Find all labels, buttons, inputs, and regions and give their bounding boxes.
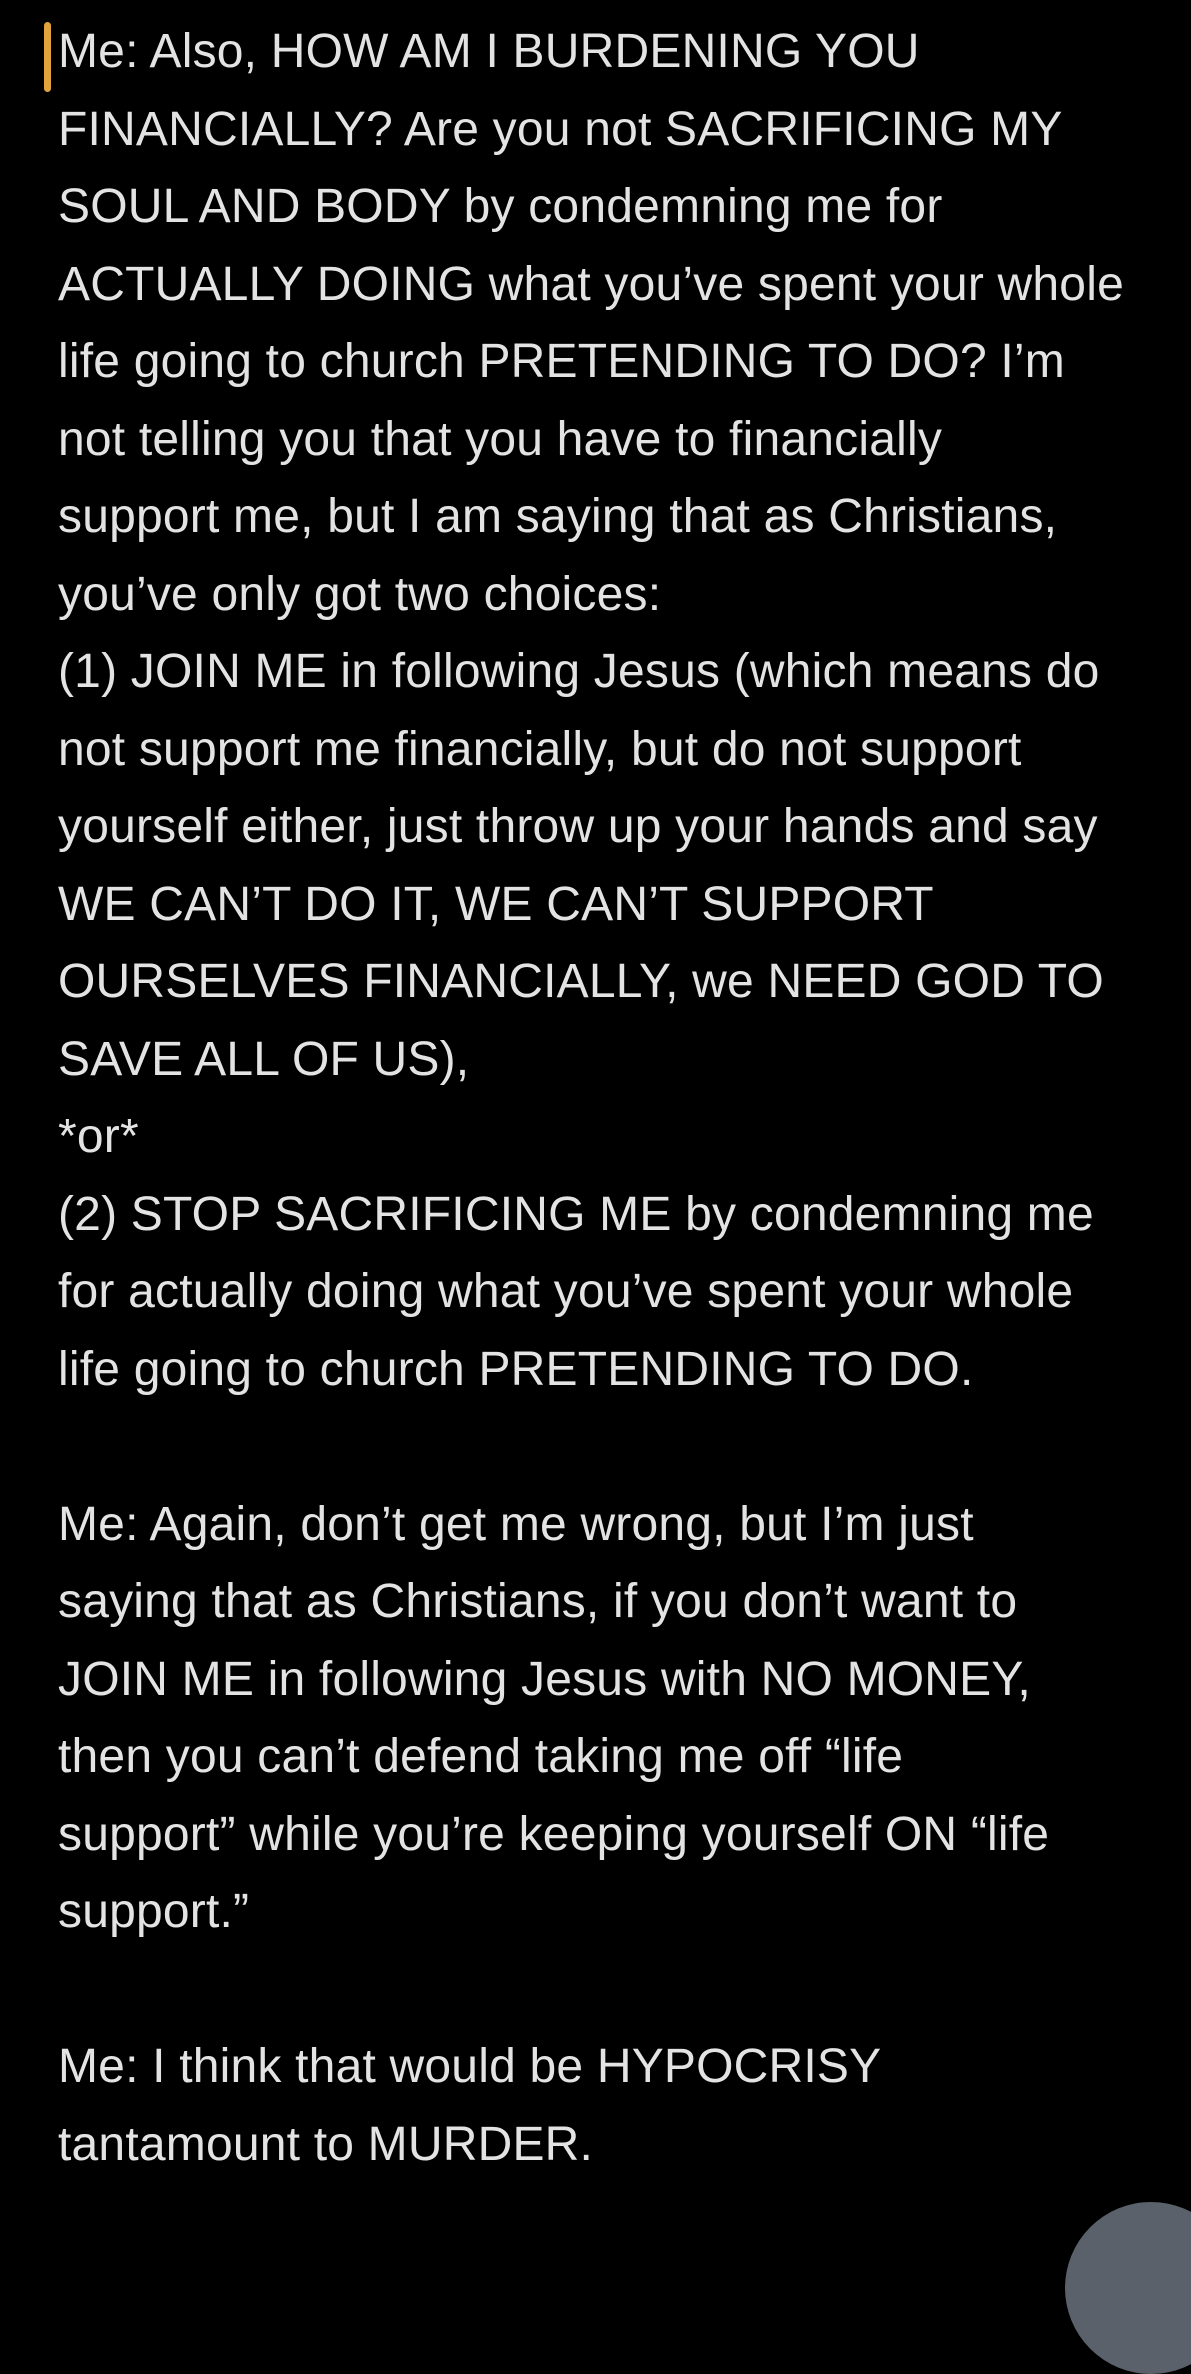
text-line: OURSELVES FINANCIALLY, we NEED GOD TO [58,955,1104,1008]
text-line: for actually doing what you’ve spent your whole [58,1265,1074,1318]
text-line: JOIN ME in following Jesus with NO MONEY, [58,1652,1031,1706]
text-line: life going to church PRETENDING TO DO. [58,1342,974,1396]
text-line: support me, but I am saying that as Christians, [58,490,1058,543]
blank-line [58,1408,1163,1486]
text-line: (1) JOIN ME in following Jesus (which means do [58,645,1100,698]
text-line: Me: Also, HOW AM I BURDENING YOU [58,25,920,78]
text-cursor [44,22,51,92]
text-line: then you can’t defend taking me off “life [58,1730,904,1783]
text-line: WE CAN’T DO IT, WE CAN’T SUPPORT [58,877,934,931]
text-line: Me: I think that would be HYPOCRISY [58,2040,882,2093]
text-line: not support me financially, but do not support [58,722,1022,776]
text-line: tantamount to MURDER. [58,2117,594,2171]
text-line: (2) STOP SACRIFICING ME by condemning me [58,1187,1094,1241]
text-line: saying that as Christians, if you don’t want to [58,1575,1018,1628]
text-line: FINANCIALLY? Are you not SACRIFICING MY [58,102,1063,156]
text-line: SOUL AND BODY by condemning me for [58,180,943,233]
text-line: SAVE ALL OF US), [58,1032,470,1086]
text-line: support.” [58,1885,250,1938]
text-line: *or* [58,1110,139,1163]
text-line: support” while you’re keeping yourself ON “life [58,1807,1050,1861]
text-line: Me: Again, don’t get me wrong, but I’m just [58,1497,974,1551]
text-line: yourself either, just throw up your hands and say [58,800,1098,853]
text-line: not telling you that you have to financially [58,412,943,466]
text-line: you’ve only got two choices: [58,567,662,621]
blank-line [58,1951,1163,2029]
text-line: life going to church PRETENDING TO DO? I’m [58,335,1065,388]
text-line: ACTUALLY DOING what you’ve spent your whole [58,257,1124,311]
